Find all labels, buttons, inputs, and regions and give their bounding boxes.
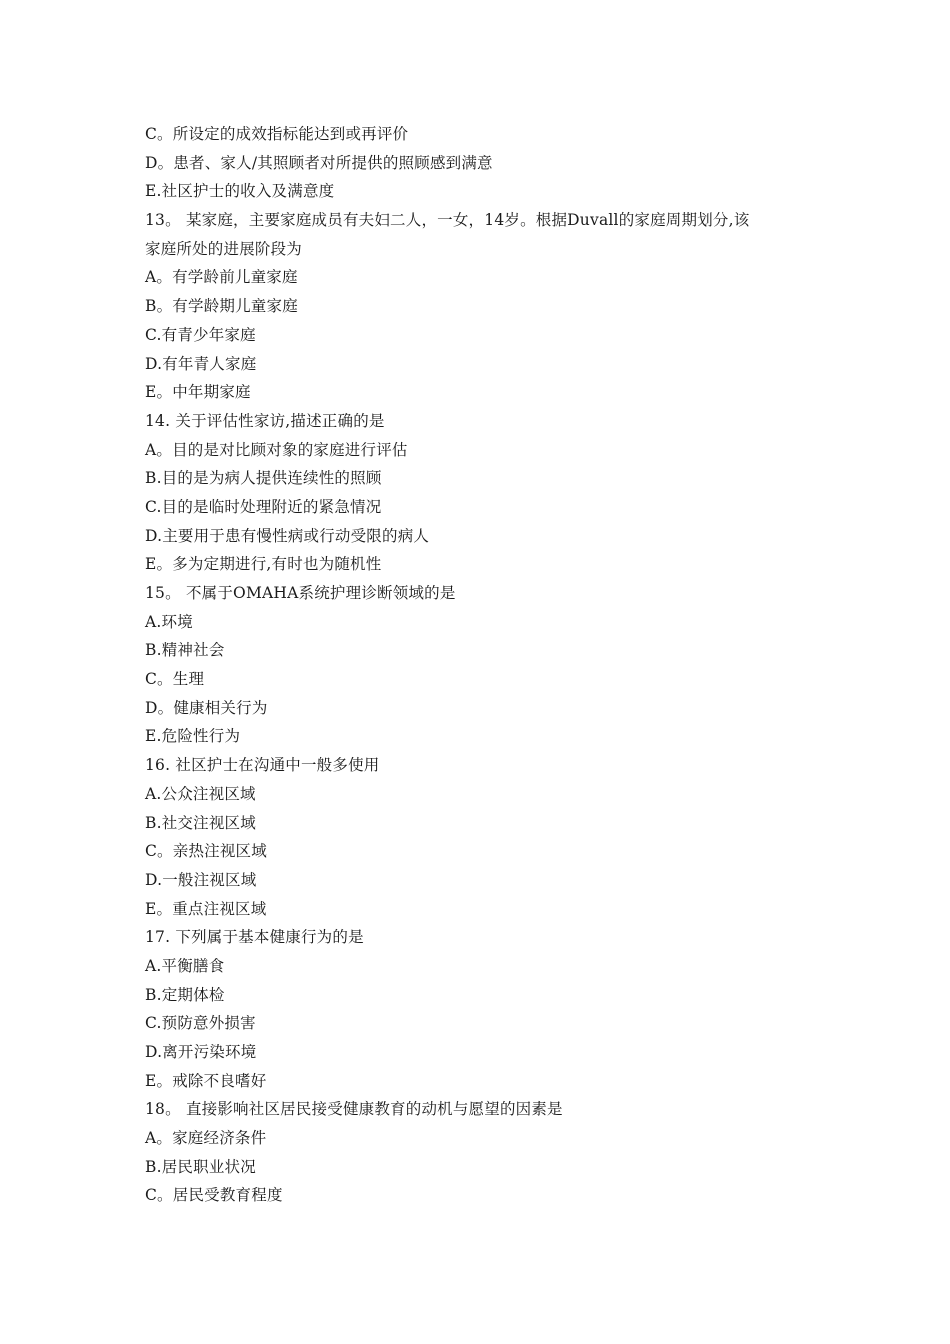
option-line: E。中年期家庭 [145, 383, 251, 402]
option-line: A。有学龄前儿童家庭 [145, 268, 298, 287]
option-line: A。目的是对比顾对象的家庭进行评估 [145, 440, 408, 459]
option-line: E.危险性行为 [145, 727, 241, 746]
option-line: C.有青少年家庭 [145, 325, 256, 344]
option-line: D。患者、家人/其照顾者对所提供的照顾感到满意 [145, 153, 493, 172]
question-line: 家庭所处的进展阶段为 [145, 239, 303, 258]
option-line: A.公众注视区域 [145, 784, 256, 803]
option-line: D。健康相关行为 [145, 698, 268, 717]
option-line: C.目的是临时处理附近的紧急情况 [145, 497, 382, 516]
option-line: B.精神社会 [145, 641, 225, 660]
question-text [145, 120, 825, 1210]
question-line: 17. 下列属于基本健康行为的是 [145, 928, 364, 947]
option-line: A.平衡膳食 [145, 956, 225, 975]
question-line: 18。 直接影响社区居民接受健康教育的动机与愿望的因素是 [145, 1100, 563, 1119]
question-line: 15。 不属于OMAHA系统护理诊断领域的是 [145, 584, 456, 602]
option-line: C。生理 [145, 670, 205, 689]
option-line: D.离开污染环境 [145, 1043, 257, 1061]
option-line: B。有学龄期儿童家庭 [145, 297, 298, 316]
option-line: E。戒除不良嗜好 [145, 1071, 267, 1090]
option-line: B.社交注视区域 [145, 813, 256, 832]
option-line: D.有年青人家庭 [145, 354, 257, 373]
option-line: A.环境 [145, 612, 193, 631]
option-line: E。多为定期进行,有时也为随机性 [145, 555, 382, 574]
option-line: C。亲热注视区域 [145, 842, 267, 861]
option-line: B.目的是为病人提供连续性的照顾 [145, 469, 382, 488]
option-line: B.居民职业状况 [145, 1157, 256, 1176]
option-line: C。所设定的成效指标能达到或再评价 [145, 125, 409, 143]
option-line: D.主要用于患有慢性病或行动受限的病人 [145, 526, 430, 545]
option-line: A。家庭经济条件 [145, 1129, 267, 1148]
question-line: 13。 某家庭，主要家庭成员有夫妇二人，一女，14岁。根据Duvall的家庭周期划分,该 [145, 211, 750, 230]
option-line: D.一般注视区域 [145, 870, 257, 889]
option-line: C。居民受教育程度 [145, 1186, 283, 1205]
option-line: B.定期体检 [145, 985, 225, 1004]
option-line: E.社区护士的收入及满意度 [145, 182, 335, 201]
question-line: 14. 关于评估性家访,描述正确的是 [145, 411, 385, 430]
question-line: 16. 社区护士在沟通中一般多使用 [145, 756, 380, 775]
option-line: C.预防意外损害 [145, 1014, 256, 1033]
option-line: E。重点注视区域 [145, 899, 267, 918]
